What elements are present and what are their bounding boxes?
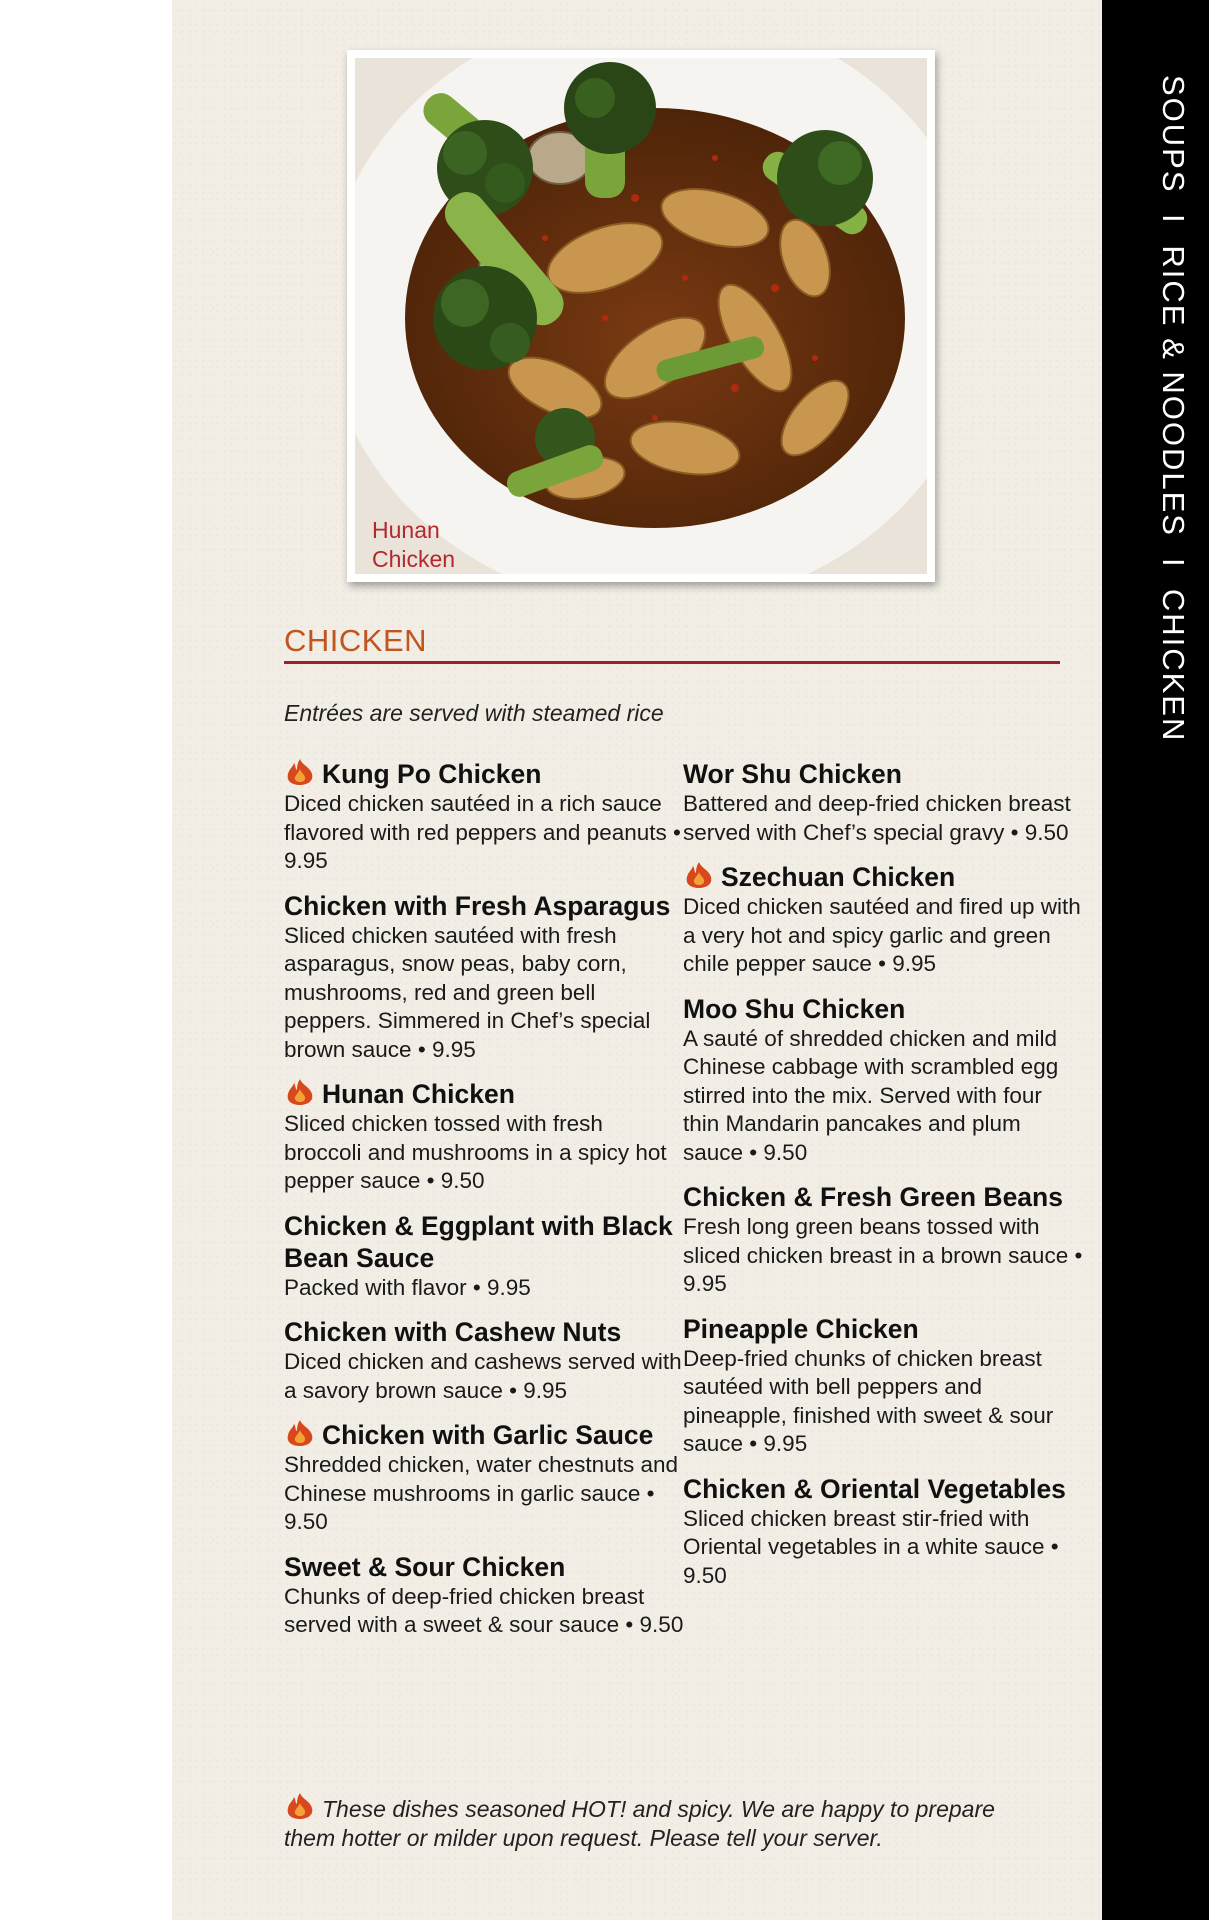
- menu-item-name: Szechuan Chicken: [683, 861, 1083, 893]
- menu-item-description: Shredded chicken, water chestnuts and Chinese mushrooms in garlic sauce • 9.50: [284, 1452, 678, 1534]
- menu-item-description: Diced chicken sautéed in a rich sauce flavored with red peppers and peanuts • 9.95: [284, 791, 681, 873]
- sidebar-part-rice-noodles: RICE & NOODLES: [1156, 245, 1191, 537]
- photo-caption-line1: Hunan: [372, 517, 440, 543]
- menu-item-name: Chicken & Fresh Green Beans: [683, 1182, 1063, 1212]
- menu-item-name: Chicken & Eggplant with Black Bean Sauce: [284, 1210, 673, 1273]
- menu-item-name: Hunan Chicken: [284, 1078, 684, 1110]
- spicy-flame-icon: [284, 1792, 316, 1820]
- section-intro: Entrées are served with steamed rice: [284, 700, 664, 726]
- menu-item-description: Sliced chicken breast stir-fried with Oriental vegetables in a white sauce • 9.50: [683, 1505, 1059, 1588]
- photo-caption: [372, 516, 455, 574]
- menu-column-right: [683, 758, 1083, 1604]
- menu-item-name: Kung Po Chicken: [284, 758, 684, 790]
- spicy-footnote-text: These dishes seasoned HOT! and spicy. We are happy to prepare them hotter or milder upon request. Please tell your server.: [284, 1796, 995, 1851]
- menu-item-name: Moo Shu Chicken: [683, 993, 906, 1024]
- menu-item-description: Packed with flavor • 9.95: [284, 1274, 531, 1300]
- spicy-flame-icon: [683, 861, 715, 889]
- menu-item-name: Chicken with Garlic Sauce: [284, 1419, 684, 1451]
- menu-item-name: Chicken with Cashew Nuts: [284, 1317, 622, 1347]
- section-divider: [284, 661, 1060, 664]
- menu-item-description: A sauté of shredded chicken and mild Chinese cabbage with scrambled egg stirred into the mix. Served with four thin Mandarin pancakes and plum sauce • 9.50: [683, 1025, 1059, 1165]
- menu-item: [683, 1181, 1083, 1299]
- menu-item: [683, 758, 1083, 847]
- menu-item: [284, 1551, 684, 1640]
- sidebar-part-chicken: CHICKEN: [1156, 588, 1191, 743]
- menu-item: [284, 1419, 684, 1537]
- menu-item: [284, 1210, 684, 1303]
- menu-item-description: Sliced chicken sautéed with fresh asparagus, snow peas, baby corn, mushrooms, red and green bell peppers. Simmered in Chef’s special brown sauce • 9.95: [284, 922, 651, 1062]
- spicy-footnote: [284, 1792, 1044, 1853]
- sidebar-part-soups: SOUPS: [1156, 75, 1191, 194]
- menu-item: [683, 993, 1083, 1168]
- sidebar-separator: I: [1156, 214, 1191, 225]
- menu-item-description: Deep-fried chunks of chicken breast sautéed with bell peppers and pineapple, finished with sweet & sour sauce • 9.95: [683, 1345, 1054, 1456]
- menu-item: [284, 890, 684, 1065]
- dish-photo-frame: [347, 50, 935, 582]
- menu-column-left: [284, 758, 684, 1654]
- section-title: CHICKEN: [284, 623, 428, 658]
- sidebar-separator: I: [1156, 557, 1191, 569]
- menu-item-name: Wor Shu Chicken: [683, 759, 902, 789]
- menu-item: [683, 1313, 1083, 1459]
- menu-item-description: Sliced chicken tossed with fresh broccoli and mushrooms in a spicy hot pepper sauce • 9.50: [284, 1111, 667, 1193]
- menu-item-description: Fresh long green beans tossed with sliced chicken breast in a brown sauce • 9.95: [683, 1214, 1083, 1296]
- menu-item-name: Sweet & Sour Chicken: [284, 1551, 566, 1582]
- spicy-flame-icon: [284, 1419, 316, 1447]
- spicy-flame-icon: [284, 758, 316, 786]
- spicy-flame-icon: [284, 1078, 316, 1106]
- menu-item-description: Diced chicken and cashews served with a savory brown sauce • 9.95: [284, 1349, 682, 1403]
- menu-item: [284, 1316, 684, 1405]
- menu-item-name: Pineapple Chicken: [683, 1313, 919, 1344]
- dish-illustration: [355, 58, 927, 574]
- page-margin: [0, 0, 172, 1920]
- hunan-chicken-photo: [355, 58, 927, 574]
- menu-item: [683, 1473, 1083, 1591]
- photo-caption-line2: Chicken: [372, 546, 456, 572]
- menu-item-name: Chicken & Oriental Vegetables: [683, 1473, 1066, 1504]
- menu-item-description: Chunks of deep-fried chicken breast served with a sweet & sour sauce • 9.50: [284, 1583, 684, 1637]
- menu-item: [284, 1078, 684, 1196]
- menu-item: [284, 758, 684, 876]
- menu-item-name: Chicken with Fresh Asparagus: [284, 890, 671, 921]
- menu-item-description: Diced chicken sautéed and fired up with a very hot and spicy garlic and green chile pepper sauce • 9.95: [683, 894, 1081, 976]
- menu-item: [683, 861, 1083, 979]
- sidebar-nav-text: [1155, 75, 1191, 742]
- menu-item-description: Battered and deep-fried chicken breast served with Chef’s special gravy • 9.50: [683, 791, 1071, 845]
